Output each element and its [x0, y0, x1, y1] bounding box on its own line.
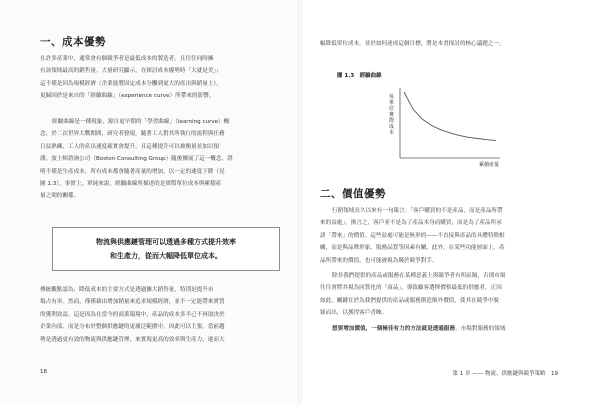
text-line: 品所帶來的價值，也可能被視為優於競爭對手。: [320, 257, 438, 264]
paragraph-cost-3: [40, 284, 280, 346]
paragraph-continued: [320, 38, 560, 50]
text-span: 。市場對服務的領域: [455, 326, 506, 332]
running-footer-right: 第 1 章 —— 物流、供應鏈與競爭策略 19: [452, 371, 558, 377]
text-line: 除非我們提供的產品或服務在某種意義上與競爭者有所區隔，否則市場: [332, 273, 506, 279]
text-line: 企業內部，而是分布於整個供應鏈的更廣泛範圍中。因此可以主張，當前趨: [40, 324, 225, 331]
text-line: 穎而出，以獲得客戶青睞。: [320, 310, 388, 317]
text-line: 行銷領域長久以來有一句箴言：「客戶購買的不是產品，而是產品所帶: [332, 208, 503, 214]
experience-curve-line: [404, 92, 496, 140]
text-line: 關，而是與品牌形象、服務品質等因素有關。此外，在某些功能層面上，產: [320, 245, 505, 252]
text-line: 日益熟練，工人的產出速度確實會提升，且這種提升可以被衡量並加以預: [40, 143, 220, 150]
right-page: [300, 0, 600, 404]
text-line: 量之間的關係。: [40, 193, 80, 200]
section-heading-cost-advantage: 一、成本優勢: [40, 36, 106, 48]
text-line: 經驗曲線是一種現象，源自更早期的「學習曲線」（learning curve）概: [52, 119, 230, 125]
text-line: 念，於二次世界大戰期間，研究者發現，隨著工人對其所執行的流程與任務: [40, 131, 225, 138]
text-line: 有該領域最高的銷售量。大量研究顯示，在探討成本優勢時「大就是美」；: [40, 68, 222, 75]
chart-y-axis-label: 每單位實際成本: [389, 94, 395, 136]
text-line: 圖 1.3）。事實上，單純來說，經驗曲線所描述的是實際單位成本與累積產: [40, 181, 222, 188]
chart-x-axis-label: 累積產量: [479, 162, 500, 168]
text-line: 測。波士頓諮詢公司（Boston Consulting Group）隨後擴展了這一概念，證: [40, 156, 233, 163]
text-line: 如此，關鍵在於為我們提供的產品或服務創造額外價值，使其在競爭中脫: [320, 297, 500, 304]
paragraph-value-2: [320, 270, 560, 320]
text-line: 的獲利效益。這是因為在當今的商業環境中，產品的成本多半已不再取決於: [40, 311, 225, 318]
paragraph-cost-2: [40, 116, 280, 203]
page-number-left: 18: [40, 369, 47, 375]
paragraph-value-3: [320, 323, 560, 335]
paragraph-value-1: [320, 205, 560, 267]
text-line: 幅降低單位成本。並於如何達成這個目標，將是本書探討的核心議題之一。: [320, 41, 505, 47]
text-line: 往往會將其視為同質化的「商品」，導致顧客選擇價格最低的供應者。正因: [320, 285, 502, 292]
text-line: 明不僅是生產成本，所有成本都會隨著產量的增加，以一定的速度下降（見: [40, 168, 225, 175]
figure-caption: 圖 1.3 經驗曲線: [337, 73, 382, 79]
text-line: [320, 323, 560, 335]
text-line: 來的益處」，換言之，客戶並不是為了產品本身而購買，而是為了產品所承: [320, 220, 502, 227]
paragraph-cost-1: [40, 53, 280, 103]
text-line: 這不僅是因為規模經濟（企業能將固定成本分攤到更大的產出與銷量上），: [40, 80, 222, 87]
text-line: 在許多產業中，通常會有個競爭者是最低成本的製造者，且往往同時擁: [40, 56, 214, 62]
section-heading-value-advantage: 二、價值優勢: [320, 188, 386, 200]
book-gutter: [298, 0, 302, 404]
text-line: 諾「帶來」的價值。這些益處可能是無形的——不直接與產品的具體特徵相: [320, 232, 505, 239]
pull-quote-line: 和生產力，從而大幅降低單位成本。: [110, 252, 222, 260]
text-line: 更歸因於是來自的「經驗曲線」（experience curve）所帶來的影響。: [40, 93, 215, 100]
text-line: 場占有率。然而，僅僅藉由增加銷量來追求規模經濟，並不一定能帶來實質: [40, 299, 225, 306]
bold-lead-text: 想要增加價值，一個極佳有力的方法就是透過服務: [332, 326, 456, 332]
pull-quote-line: 物流與供應鏈管理可以透過多種方式提升效率: [96, 238, 236, 246]
text-line: 勢是透過更有效的物流與供應鏈管理，來實現更高的效率與生產力，進而大: [40, 336, 225, 343]
text-line: 傳統觀點認為，降低成本的主要方式是透過擴大銷售量，特別是提升市: [40, 287, 214, 293]
pull-quote-box: [52, 227, 280, 271]
experience-curve-chart: [392, 86, 502, 166]
